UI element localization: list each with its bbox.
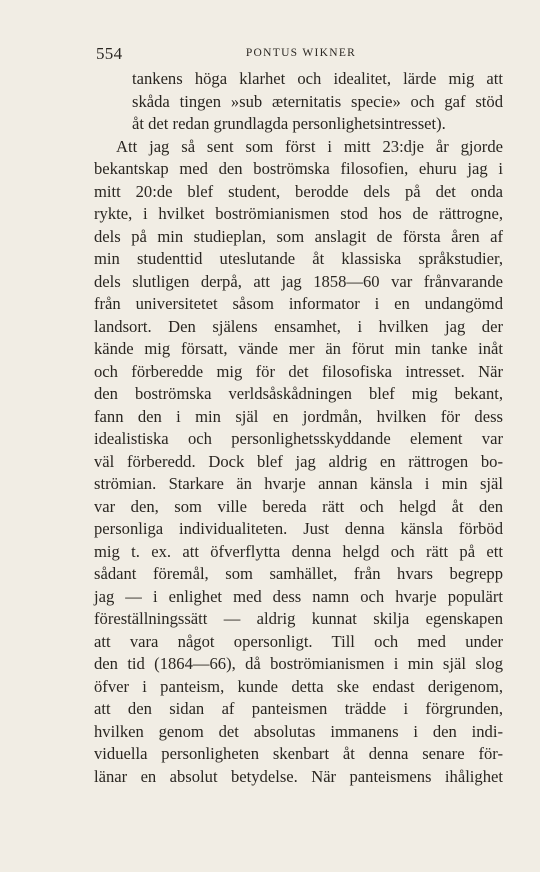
text-line: Att jag så sent som först i mitt 23:dje år gjorde	[116, 136, 503, 156]
text-line: skåda tingen »sub æternitatis specie» och gaf stöd	[132, 91, 503, 111]
text-line: viduella personligheten skenbart åt denna senare för-	[94, 744, 503, 763]
text-line: den boströmska verldsåskådningen blef mig bekant,	[94, 384, 503, 403]
text-line: rykte, i hvilket boströmianismen stod hos de rättrogne,	[94, 204, 503, 223]
page-number: 554	[96, 44, 123, 63]
text-line: personliga individualiteten. Just denna känsla förböd	[94, 519, 503, 538]
text-line: att den sidan af panteismen trädde i förgrunden,	[94, 699, 503, 718]
text-line: fann den i min själ en jordmån, hvilken för dess	[94, 406, 503, 426]
running-head: PONTUS WIKNER	[245, 47, 357, 59]
text-line: och förberedde mig för det filosofiska intresset. När	[94, 361, 503, 381]
text-line: idealistiska och personlighetsskyddande element var	[94, 429, 503, 448]
text-line: från universitetet såsom informator i en undangömd	[94, 294, 503, 313]
text-line: att vara något opersonligt. Till och med under	[94, 631, 503, 651]
text-line: bekantskap med den boströmska filosofien, ehuru jag i	[94, 159, 503, 178]
text-line: jag — i enlighet med dess namn och hvarje populärt	[94, 586, 503, 606]
text-line: föreställningssätt — aldrig kunnat skilja egenskapen	[94, 609, 503, 628]
text-line: tankens höga klarhet och idealitet, lärde mig att	[132, 69, 503, 88]
text-line: mig t. ex. att öfverflytta denna helgd och rätt på ett	[94, 541, 503, 561]
page-header	[96, 44, 506, 66]
text-line: sådant föremål, som samhället, från hvars begrepp	[94, 564, 503, 583]
text-line: dels på min studieplan, som anslagit de första åren af	[94, 226, 503, 246]
text-line: min studenttid uteslutande åt klassiska språkstudier,	[94, 249, 503, 268]
text-line: landsort. Den själens ensamhet, i hvilken jag der	[94, 316, 503, 336]
text-line: öfver i panteism, kunde detta ske endast derigenom,	[94, 676, 503, 696]
text-line: hvilken genom det absolutas immanens i den indi-	[94, 721, 503, 741]
text-line: länar en absolut betydelse. När panteismens ihålighet	[94, 766, 503, 786]
text-line: den tid (1864—66), då boströmianismen i min själ slog	[94, 654, 503, 673]
text-line: åt det redan grundlagda personlighetsintresset).	[132, 114, 446, 133]
text-line: kände mig försatt, vände mer än förut min tanke inåt	[94, 339, 503, 358]
text-line: mitt 20:de blef student, berodde dels på det onda	[94, 181, 503, 201]
text-line: väl förberedd. Dock blef jag aldrig en rättrogen bo-	[94, 451, 503, 471]
body-text	[94, 68, 503, 788]
text-line: dels slutligen derpå, att jag 1858—60 var frånvarande	[94, 271, 503, 291]
text-line: strömian. Starkare än hvarje annan känsla i min själ	[94, 474, 503, 493]
text-line: var den, som ville bereda rätt och helgd åt den	[94, 496, 503, 516]
